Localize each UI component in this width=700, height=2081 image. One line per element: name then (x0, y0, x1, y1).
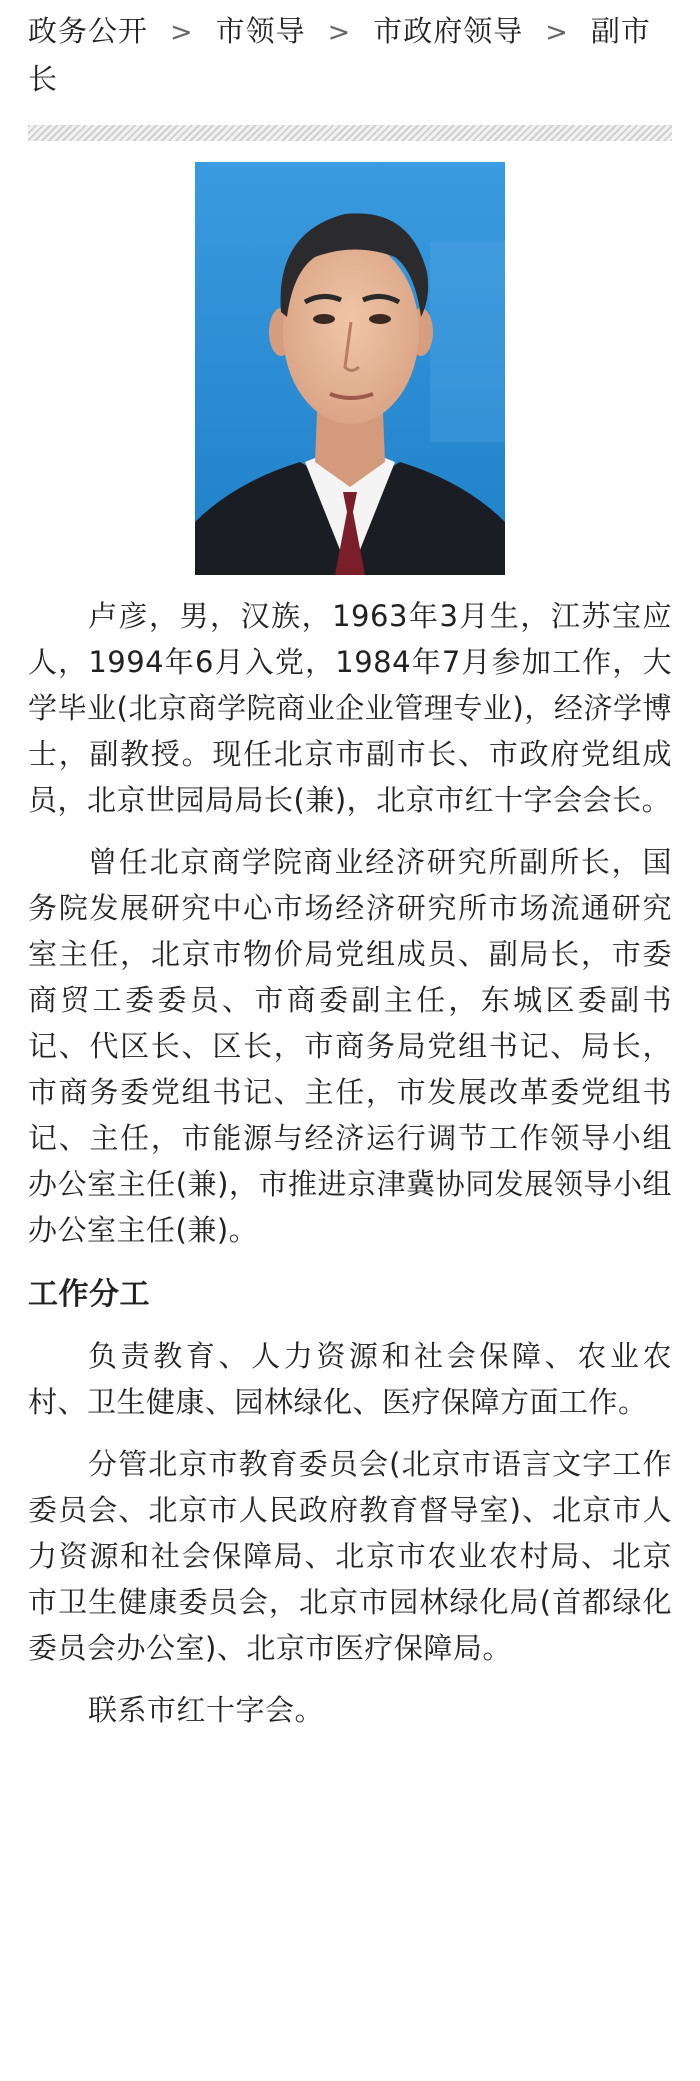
breadcrumb-separator: > (327, 17, 352, 48)
work-paragraph-supervision: 分管北京市教育委员会(北京市语言文字工作委员会、北京市人民政府教育督导室)、北京市人力资源和社会保障局、北京市农业农村局、北京市卫生健康委员会，北京市园林绿化局(首都绿化委员会办公室)、北京市医疗保障局。 (28, 1447, 672, 1665)
work-paragraph-liaison: 联系市红十字会。 (88, 1693, 325, 1727)
bio-paragraph-history: 曾任北京商学院商业经济研究所副所长，国务院发展研究中心市场经济研究所市场流通研究室主任，北京市物价局党组成员、副局长，市委商贸工委委员、市商委副主任，东城区委副书记、代区长、区长，市商务局党组书记、局长，市商务委党组书记、主任，市发展改革委党组书记、主任，市能源与经济运行调节工作领导小组办公室主任(兼)，市推进京津冀协同发展领导小组办公室主任(兼)。 (28, 845, 672, 1247)
work-division-heading: 工作分工 (28, 1277, 150, 1312)
breadcrumb-item-municipal-gov-leaders[interactable]: 市政府领导 (373, 14, 524, 48)
work-paragraph-responsibilities: 负责教育、人力资源和社会保障、农业农村、卫生健康、园林绿化、医疗保障方面工作。 (28, 1339, 672, 1419)
breadcrumb-separator: > (545, 17, 569, 48)
breadcrumb-item-gov-affairs[interactable]: 政务公开 (28, 14, 149, 48)
official-portrait-photo (195, 162, 505, 575)
breadcrumb-separator: > (170, 17, 194, 48)
bio-paragraph-summary: 卢彦，男，汉族，1963年3月生，江苏宝应人，1994年6月入党，1984年7月参加工作，大学毕业(北京商学院商业企业管理专业)，经济学博士，副教授。现任北京市副市长、市政府党组成员，北京世园局局长(兼)，北京市红十字会会长。 (28, 599, 672, 817)
breadcrumb (28, 0, 672, 103)
breadcrumb-item-vice-mayor: 副市长 (28, 14, 651, 96)
bio-content (28, 593, 672, 1733)
section-divider (28, 125, 672, 141)
breadcrumb-item-city-leaders[interactable]: 市领导 (215, 14, 306, 48)
